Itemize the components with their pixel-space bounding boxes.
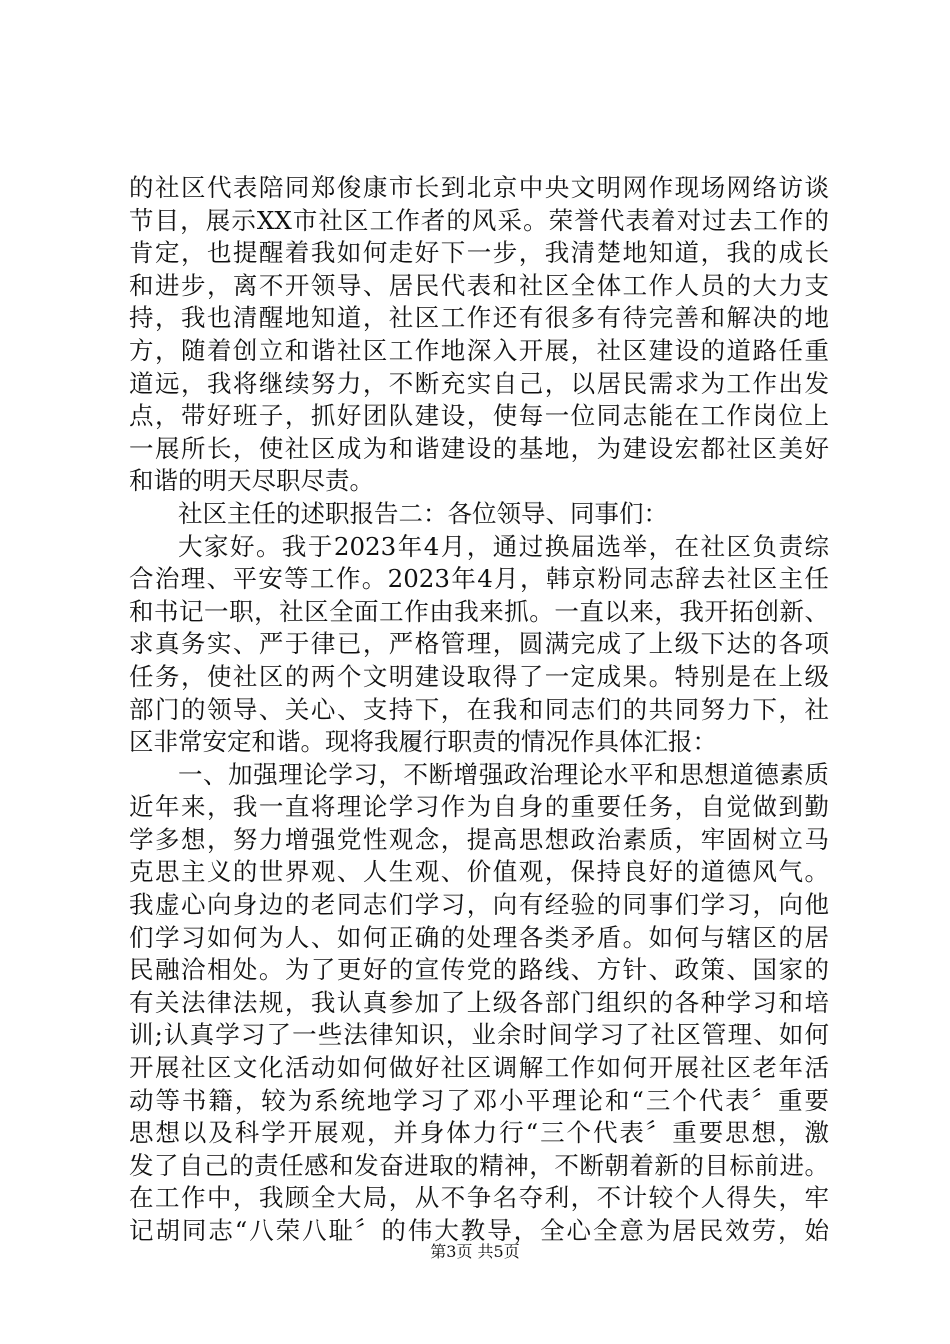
text-line: 和进步，离不开领导、居民代表和社区全体工作人员的大力支 <box>129 270 829 300</box>
text-line: 民融洽相处。为了更好的宣传党的路线、方针、政策、国家的 <box>129 955 829 985</box>
text-line: 动等书籍，较为系统地学习了邓小平理论和“三个代表〞重要 <box>129 1085 829 1115</box>
text-line: 开展社区文化活动如何做好社区调解工作如何开展社区老年活 <box>129 1053 829 1083</box>
text-line: 一、加强理论学习，不断增强政治理论水平和思想道德素质 <box>178 759 829 789</box>
text-line: 训;认真学习了一些法律知识，业余时间学习了社区管理、如何 <box>129 1020 829 1050</box>
text-line: 记胡同志“八荣八耻〞的伟大教导，全心全意为居民效劳，始 <box>129 1216 829 1245</box>
text-line: 近年来，我一直将理论学习作为自身的重要任务，自觉做到勤 <box>129 792 829 822</box>
text-line: 在工作中，我顾全大局，从不争名夺利，不计较个人得失，牢 <box>129 1183 829 1213</box>
text-line: 思想以及科学开展观，并身体力行“三个代表〞重要思想，激 <box>129 1118 829 1148</box>
text-line: 合治理、平安等工作。2023年4月，韩京粉同志辞去社区主任 <box>129 564 829 594</box>
text-line: 方，随着创立和谐社区工作地深入开展，社区建设的道路任重 <box>129 335 829 365</box>
text-line: 我虚心向身边的老同志们学习，向有经验的同事们学习，向他 <box>129 890 829 920</box>
text-line: 们学习如何为人、如何正确的处理各类矛盾。如何与辖区的居 <box>129 922 829 952</box>
text-line: 任务，使社区的两个文明建设取得了一定成果。特别是在上级 <box>129 661 829 691</box>
text-line: 持，我也清醒地知道，社区工作还有很多有待完善和解决的地 <box>129 303 829 333</box>
text-line: 有关法律法规，我认真参加了上级各部门组织的各种学习和培 <box>129 987 829 1017</box>
text-line: 区非常安定和谐。现将我履行职责的情况作具体汇报： <box>129 727 717 757</box>
text-line: 道远，我将继续努力，不断充实自己，以居民需求为工作出发 <box>129 368 829 398</box>
text-line: 和书记一职，社区全面工作由我来抓。一直以来，我开拓创新、 <box>129 596 829 626</box>
text-line: 发了自己的责任感和发奋进取的精神，不断朝着新的目标前进。 <box>129 1150 829 1180</box>
text-line: 克思主义的世界观、人生观、价值观，保持良好的道德风气。 <box>129 857 829 887</box>
text-line: 节目，展示XX市社区工作者的风采。荣誉代表着对过去工作的 <box>129 205 829 235</box>
text-line: 求真务实、严于律已，严格管理，圆满完成了上级下达的各项 <box>129 629 829 659</box>
text-line: 社区主任的述职报告二：各位领导、同事们： <box>178 498 668 528</box>
text-line: 一展所长，使社区成为和谐建设的基地，为建设宏都社区美好 <box>129 433 829 463</box>
text-line: 肯定，也提醒着我如何走好下一步，我清楚地知道，我的成长 <box>129 238 829 268</box>
text-line: 点，带好班子，抓好团队建设，使每一位同志能在工作岗位上 <box>129 401 829 431</box>
text-line: 部门的领导、关心、支持下，在我和同志们的共同努力下，社 <box>129 694 829 724</box>
text-line: 大家好。我于2023年4月，通过换届选举，在社区负责综 <box>178 531 829 561</box>
document-body <box>129 172 829 1248</box>
page-footer: 第3页 共5页 <box>430 1242 520 1261</box>
text-line: 和谐的明天尽职尽责。 <box>129 466 374 496</box>
text-line: 学多想，努力增强党性观念，提高思想政治素质，牢固树立马 <box>129 824 829 854</box>
text-line: 的社区代表陪同郑俊康市长到北京中央文明网作现场网络访谈 <box>129 173 829 202</box>
